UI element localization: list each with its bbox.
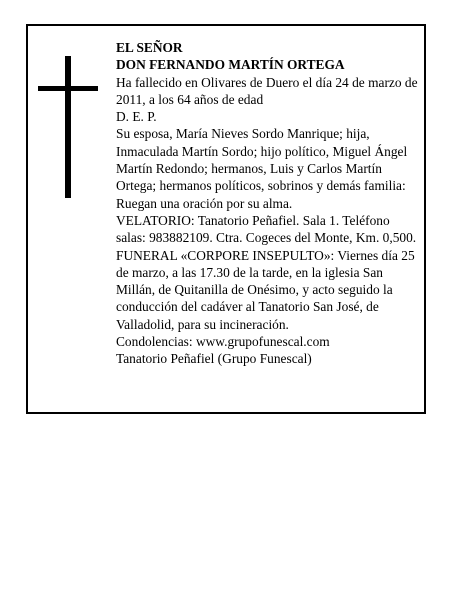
rest-in-peace: D. E. P. — [116, 109, 157, 125]
obituary-notice — [26, 24, 426, 414]
deceased-name: DON FERNANDO MARTÍN ORTEGA — [116, 57, 345, 73]
wake-details: VELATORIO: Tanatorio Peñafiel. Sala 1. Teléfono salas: 983882109. Ctra. Cogeces del Monte, Km. 0,500. — [116, 212, 417, 246]
condolences-link[interactable]: Condolencias: www.grupofunescal.com — [116, 334, 330, 350]
funeral-home-name: Tanatorio Peñafiel (Grupo Funescal) — [116, 351, 312, 367]
obituary-text — [116, 39, 422, 368]
family-list: Su esposa, María Nieves Sordo Manrique; hija, Inmaculada Martín Sordo; hijo político, Miguel Ángel Martín Redondo; hermanos, Luis y Carlos Martín Ortega; hermanos políticos, sobrinos y demás familia: Ruegan una oración por su alma. — [116, 126, 408, 211]
deceased-title: EL SEÑOR — [116, 40, 183, 55]
death-announcement: Ha fallecido en Olivares de Duero el día 24 de marzo de 2011, a los 64 años de edad — [116, 74, 418, 107]
cross-vertical-bar — [65, 56, 71, 198]
funeral-details: FUNERAL «CORPORE INSEPULTO»: Viernes día 25 de marzo, a las 17.30 de la tarde, en la iglesia San Millán, de Quitanilla de Onésimo, y acto seguido la conducción del cadáver al Tanatorio San José, de Valladolid, para su incineración. — [116, 247, 415, 332]
cross-horizontal-bar — [38, 86, 98, 91]
latin-cross-icon — [38, 56, 98, 198]
